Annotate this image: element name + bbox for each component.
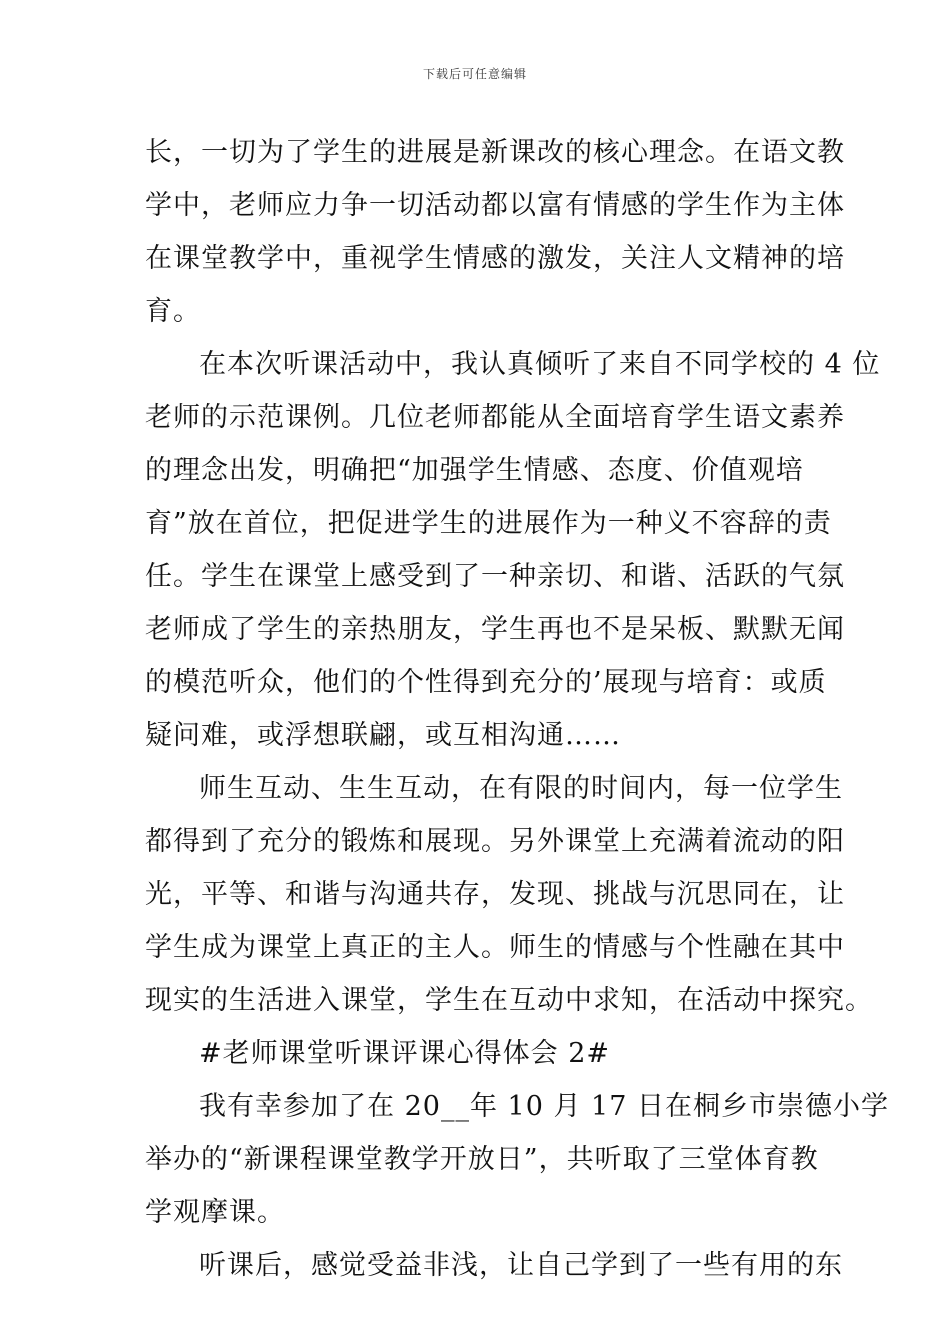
text-line: 的理念出发，明确把“加强学生情感、态度、价值观培 xyxy=(145,455,804,486)
text-line: 学生成为课堂上真正的主人。师生的情感与个性融在其中 xyxy=(145,932,845,963)
text-line: 光，平等、和谐与沟通共存，发现、挑战与沉思同在，让 xyxy=(145,879,845,910)
text-line: 在课堂教学中，重视学生情感的激发，关注人文精神的培 xyxy=(145,243,845,274)
paragraph-start-line: 我有幸参加了在 20__年 10 月 17 日在桐乡市崇德小学 xyxy=(199,1091,889,1122)
text-line: 长，一切为了学生的进展是新课改的核心理念。在语文教 xyxy=(145,137,845,168)
text-line: 育”放在首位，把促进学生的进展作为一种义不容辞的责 xyxy=(145,508,832,539)
text-line: 老师的示范课例。几位老师都能从全面培育学生语文素养 xyxy=(145,402,845,433)
paragraph-start-line: 在本次听课活动中，我认真倾听了来自不同学校的 4 位 xyxy=(199,349,881,380)
text-line: 举办的“新课程课堂教学开放日”，共听取了三堂体育教 xyxy=(145,1144,819,1175)
text-line: 老师成了学生的亲热朋友，学生再也不是呆板、默默无闻 xyxy=(145,614,845,645)
text-line: 学中，老师应力争一切活动都以富有情感的学生作为主体 xyxy=(145,190,845,221)
text-line: 任。学生在课堂上感受到了一种亲切、和谐、活跃的气氛 xyxy=(145,561,845,592)
paragraph-start-line: 师生互动、生生互动，在有限的时间内，每一位学生 xyxy=(199,773,843,804)
paragraph-start-line: 听课后，感觉受益非浅，让自己学到了一些有用的东 xyxy=(199,1250,843,1281)
section-heading: #老师课堂听课评课心得体会 2# xyxy=(199,1038,611,1069)
document-body xyxy=(145,126,889,1292)
text-line: 的模范听众，他们的个性得到充分的’展现与培育：或质 xyxy=(145,667,827,698)
text-line: 都得到了充分的锻炼和展现。另外课堂上充满着流动的阳 xyxy=(145,826,845,857)
text-line: 育。 xyxy=(145,296,201,327)
text-line: 现实的生活进入课堂，学生在互动中求知，在活动中探究。 xyxy=(145,985,873,1016)
text-line: 学观摩课。 xyxy=(145,1197,285,1228)
text-line: 疑问难，或浮想联翩，或互相沟通…… xyxy=(145,720,621,751)
page-header: 下载后可任意编辑 xyxy=(422,67,527,81)
